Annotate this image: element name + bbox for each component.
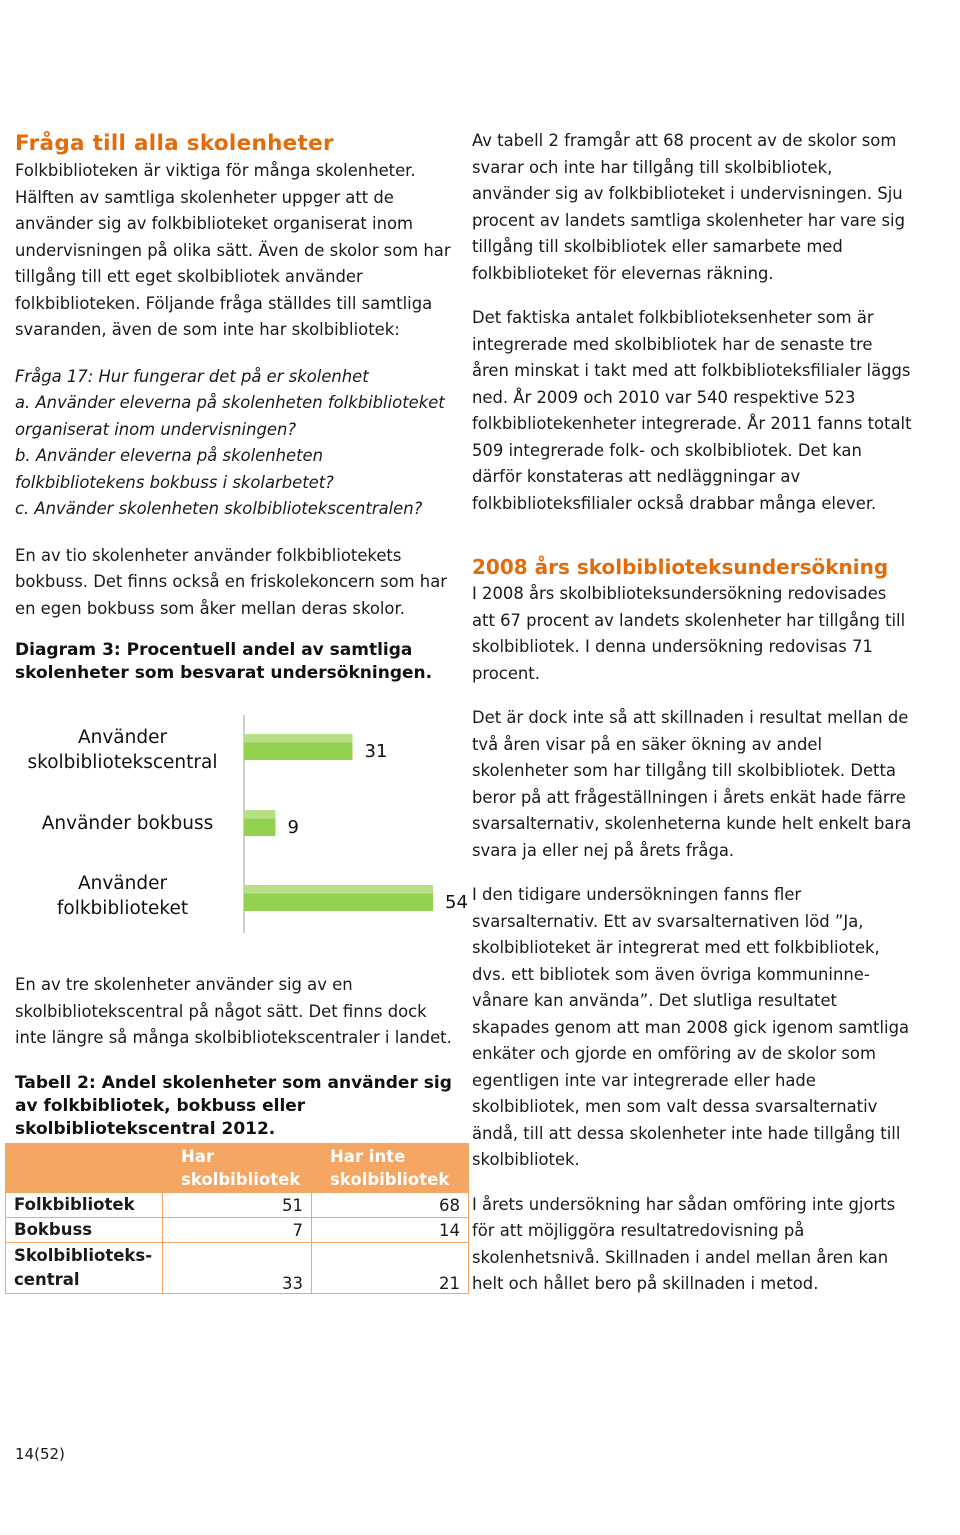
table-header-row <box>6 1144 469 1193</box>
cell-har-inte: 21 <box>312 1243 469 1294</box>
table-caption: Tabell 2: Andel skolenheter som använder sig av folkbibliotek, bokbuss eller skolbibliotekscentral 2012. <box>15 1072 452 1139</box>
category-label: Använder skolbibliotekscentral <box>27 727 218 773</box>
right-paragraph-1: Av tabell 2 framgår att 68 procent av de skolor som svarar och inte har tillgång till skolbibliotek, använder sig av folkbiblioteket i undervisningen. Sju procent av landets samtliga skolenheter har vare sig tillgång till skolbibliotek eller samarbete med folkbiblioteket för elevernas räkning. <box>472 131 906 283</box>
section-heading-2008: 2008 års skolbiblioteksundersökning <box>472 555 889 579</box>
table-row <box>6 1218 469 1243</box>
cell-har: 51 <box>163 1193 312 1218</box>
right-paragraph-6: I årets undersökning har sådan omföring inte gjorts för att möjliggöra resultatredovisning på skolenhetsnivå. Skillnaden i andel mellan åren kan helt och hållet bero på skillnaden i metod. <box>472 1194 896 1293</box>
right-paragraph-4: Det är dock inte så att skillnaden i resultat mellan de två åren visar på en säker ökning av andel skolenheter som har tillgång till skolbibliotek. Detta beror på att frågeställningen i årets enkät hade färre svarsalternativ, skolenheterna kunde helt enkelt bara svara ja eller nej på årets fråga. <box>472 708 912 860</box>
question-title: Fråga 17: Hur fungerar det på er skolenhet <box>15 366 369 386</box>
intro-paragraph: Folkbiblioteken är viktiga för många skolenheter. Hälften av samtliga skolenheter uppger att de använder sig av folkbiblioteket organiserat inom undervisningen på olika sätt. Även de skolor som har tillgång till ett eget skolbibliotek använder folkbiblioteken. Följande fråga ställdes till samtliga svaranden, även de som inte har skolbibliotek: <box>15 161 451 339</box>
right-paragraph-2: Det faktiska antalet folkbiblioteksenheter som är integrerade med skolbibliotek har de senaste tre åren minskat i takt med att folkbiblioteksfilialer läggs ned. År 2009 och 2010 var 540 respektive 523 folkbibliotekenheter integrerade. År 2011 fanns totalt 509 integrerade folk- och skolbibliotek. Det kan därför konstateras att nedläggningar av folkbiblioteksfilialer också drabbar många elever. <box>472 308 912 513</box>
data-table <box>5 1143 469 1294</box>
bar-highlight <box>244 734 353 743</box>
section-heading: Fråga till alla skolenheter <box>15 131 334 156</box>
page-number: 14(52) <box>15 1445 65 1463</box>
diagram-caption: Diagram 3: Procentuell andel av samtliga skolenheter som besvarat undersökningen. <box>15 640 433 683</box>
bar-group <box>244 734 387 762</box>
right-column <box>472 128 912 1298</box>
question-a: a. Använder eleverna på skolenheten folkbiblioteket organiserat inom undervisningen? <box>15 393 445 439</box>
left-column-lower <box>15 972 453 1141</box>
category-label: Använder folkbiblioteket <box>56 873 189 919</box>
cell-har: 33 <box>163 1243 312 1294</box>
cell-har-inte: 68 <box>312 1193 469 1218</box>
table-row <box>6 1243 469 1294</box>
bar-chart <box>15 705 468 940</box>
bokbuss-paragraph: En av tio skolenheter använder folkbibliotekets bokbuss. Det finns också en friskolekoncern som har en egen bokbuss som åker mellan deras skolor. <box>15 545 447 618</box>
left-column <box>15 130 453 685</box>
cell-har-inte: 14 <box>312 1218 469 1243</box>
question-c: c. Använder skolenheten skolbibliotekscentralen? <box>15 499 423 518</box>
question-b: b. Använder eleverna på skolenheten folkbibliotekens bokbuss i skolarbetet? <box>15 446 334 492</box>
cell-har: 7 <box>163 1218 312 1243</box>
bar-group <box>244 885 468 913</box>
right-paragraph-3: I 2008 års skolbiblioteksundersökning redovisades att 67 procent av landets skolenheter har tillgång till skolbibliotek. I denna undersökning redovisas 71 procent. <box>472 584 906 683</box>
data-label: 31 <box>364 741 388 762</box>
table-header-cell: Har skolbibliotek <box>163 1144 312 1193</box>
data-label: 9 <box>287 817 299 838</box>
bar-highlight <box>244 885 433 894</box>
central-paragraph: En av tre skolenheter använder sig av en skolbibliotekscentral på något sätt. Det finns dock inte längre så många skolbibliotekscentraler i landet. <box>15 975 452 1047</box>
row-label: Skolbiblioteks- central <box>6 1243 163 1294</box>
table-header-cell <box>6 1144 163 1193</box>
bar-group <box>244 810 299 838</box>
right-paragraph-5: I den tidigare undersökningen fanns fler svarsalternativ. Ett av svarsalternativen löd ”Ja, skolbiblioteket är integrerat med ett folkbibliotek, dvs. ett bibliotek som även övriga kommuninne-vånare kan använda”. Det slutliga resultatet skapades genom att man 2008 gick igenom samtliga enkäter och gjorde en omföring av de skolor som egentligen inte var integrerade eller hade skolbibliotek, men som valt dessa svarsalternativ ändå, till att dessa skolenheter inte hade tillgång till skolbibliotek. <box>472 885 910 1169</box>
data-label: 54 <box>445 892 468 913</box>
row-label: Folkbibliotek <box>6 1193 163 1218</box>
category-label: Använder bokbuss <box>41 813 214 834</box>
table-header-cell: Har inte skolbibliotek <box>312 1144 469 1193</box>
table-row <box>6 1193 469 1218</box>
row-label: Bokbuss <box>6 1218 163 1243</box>
bar-highlight <box>244 810 276 819</box>
